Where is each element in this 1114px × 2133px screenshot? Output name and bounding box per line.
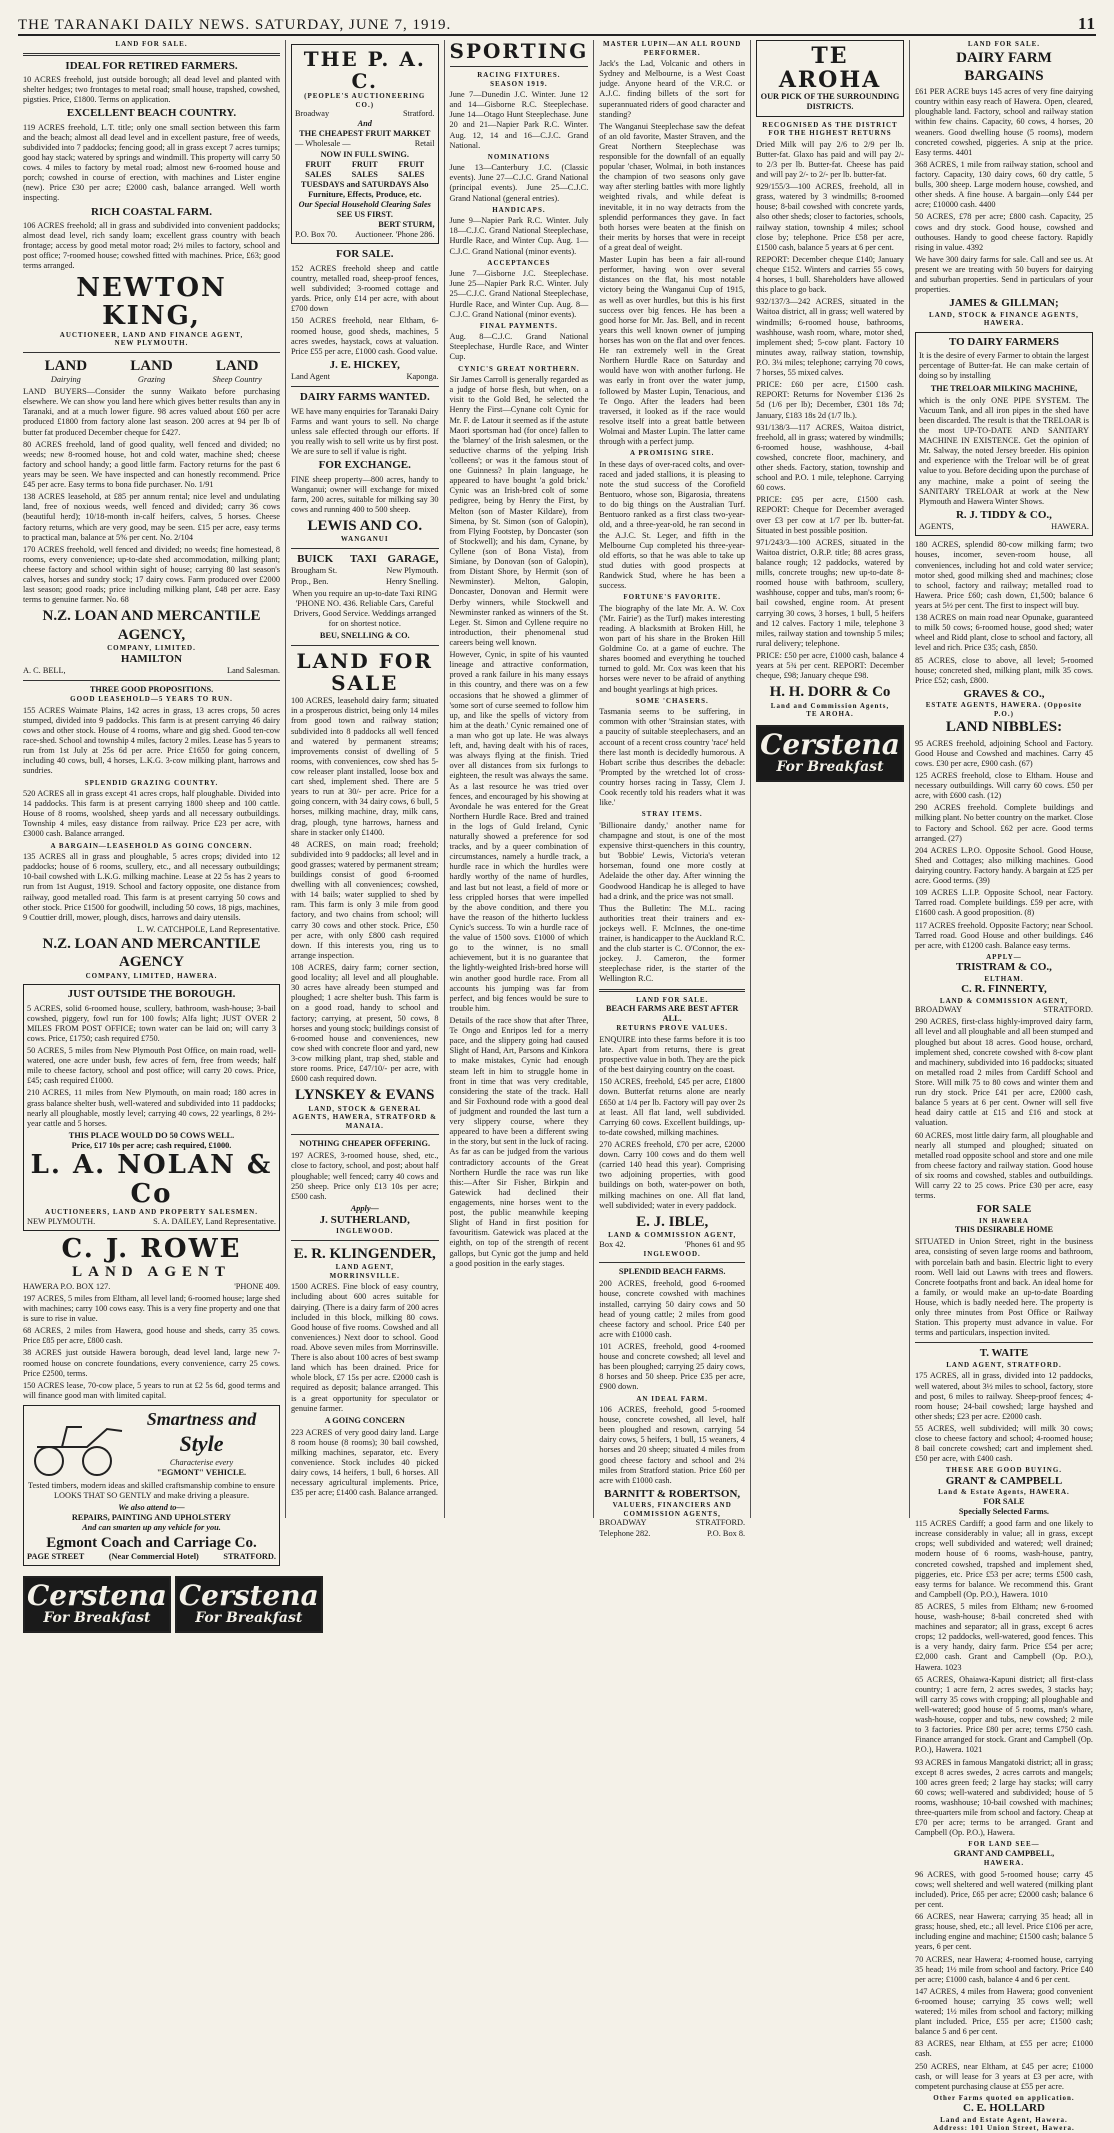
agency-name: C. J. ROWE: [61, 1233, 242, 1264]
agent-name: E. R. KLINGENDER,: [293, 1245, 436, 1262]
fixture-list: Aug. 8—C.J.C. Grand National Steeplechase, Hurdle Race, and Winter Cup.: [449, 332, 589, 362]
article-text: Master Lupin has been a fair all-round performer, having won over several distances on the flat, his most notable victory being the Wanganui Cup of 1915, as well as over hurdles, but this is his first success over big fences. He has been a good horse for Mr. Jas. Bell, and in recent years this well known owner of jumping horses has won on the flat and over fences. He ran extremely well in the Great Northern Hurdle Race on Saturday and would have won with another furlong. He was early in front over the water jump, followed by Master Lupin, Tenacious, and Te Ongo. After the leaders had been traversed, it looked as if the race would resolve itself into a great battle between Wolmai and Master Lupin. The latter came through with a perfect jump.: [599, 255, 746, 447]
agent-name: T. WAITE: [979, 1347, 1029, 1360]
cerstena-ad: Cerstena For Breakfast: [23, 1576, 171, 1633]
listing: 96 ACRES, with good 5-roomed house; carry 45 cows; well sheltered and well watered (milking plant included). Price, £65 per acre; £2000 cash; balance 6 per cent.: [914, 1869, 1093, 1909]
listing: 175 ACRES, all in grass, divided into 12 paddocks, well watered, about 3½ miles to school, factory, store and post, 6 miles to railway. Sheep-proof fences; 4-room house; 24-bail cowshed; large hayshed and other sheds; £23 per acre. £2000 cash.: [914, 1371, 1093, 1421]
fixture-list: June 7—Gisborne J.C. Steeplechase. June 25—Napier Park R.C. Winter. July 25—C.J.C. Grand National Steeplechase, Hurdle Race, and Winter Cup. Aug. 8—C.J.C. Grand National (minor events).: [449, 269, 589, 319]
listing: LAND BUYERS—Consider the sunny Waikato before purchasing elsewhere. We can show you land here which gives better results than any in Taranaki, and at a much lower figure. 98 acres valued about £60 per acre produced £1800 from factory alone last season. 200 acres at 94 per lb of butter fat produced December cheque for £427.: [23, 387, 280, 437]
agent-name: E. J. IBLE,: [636, 1213, 709, 1230]
ad-heading: TO DAIRY FARMERS: [948, 335, 1059, 348]
agency-name: GRAVES & CO.,: [963, 687, 1045, 700]
listing: 115 ACRES Cardiff; a good farm and one likely to increase considerably in value; all in grass, except crops; well subdivided and watered; well drained; modern house of 6 rooms, wash-house, pantry, concreted cowshed, trapshed and implement shed, piggeries, etc. Price £53 per acre; terms £500 cash, easy terms for balance. We recommend this. Grant and Campbell (Op. P.O.), Hawera. 1010: [914, 1519, 1093, 1599]
address-row: HAWERA P.O. BOX 127. 'PHONE 409.: [23, 1281, 280, 1291]
agency-subtitle: COMPANY, LIMITED, HAWERA.: [85, 971, 218, 980]
agency-name: N.Z. LOAN AND MERCANTILE AGENCY,: [42, 608, 261, 643]
ad-heading: RICH COASTAL FARM.: [91, 205, 212, 218]
ad-text: When you require an up-to-date Taxi RING 'PHONE NO. 436. Reliable Cars, Careful Drivers, Good Service. Weddings arranged for on shortest notice.: [292, 588, 438, 628]
agency-name: H. H. DORR & Co: [769, 684, 891, 701]
listing: £61 PER ACRE buys 145 acres of very fine dairying country within easy reach of Hawera. Open, cleared, ploughable land. Factory, school and railway station within few chains. Capacity, 60 cows, 4 horses, 20 weaners. Good dwelling house (5 rooms), modern concreted cowshed, piggeries. A snip at the price. Easy terms. 4401: [914, 87, 1093, 157]
article-text: However, Cynic, in spite of his vaunted lineage and attractive conformation, proved a rank failure in his many essays in this country, and there was on a few occasions that he showed a glimmer of 'some sort of curse seemed to follow him up, and like the spells of victory from him at the death.' Cynic remained one of a man who got up late. He was always left, and, having dealt with his of races, was always flying at the finish. Tried over all distances from six furlongs to eighteen, the result was always the same. As a last resource he was tried over fences, and encouraged by his showing at Avondale he was entered for the Great Northern Hurdle Race. Bred and trained in the logs of Guld Ireland, Cynic naturally showed a preference for sod tracks, and by a queer combination of circumstances, namely a hurdle track, a hurdle race in which the hurdles were hardly worthy of the name of hurdles, and last but not least, a field of more or less crippled horses that were impelled by the above condition, and there you have the reason of the hitherto luckless Cynic's success. To win a hurdle race of the value of 1500 sovs. £1000 of which go to the winner, is no small achievement, but it is no guarantee that the lightly-weighted Irish-bred horse will win another good hurdle race. From all accounts his jumping was far from perfect, and big fences would be sure to trouble him.: [449, 650, 589, 1013]
listing: 200 ACRES, freehold, good 6-roomed house, concrete cowshed with machines installed, carrying 50 dairy cows and 50 head of young cattle; 2 miles from good cheese factory and school. Price £40 per acre with £1000 cash.: [599, 1279, 746, 1339]
ad-subheading: GOOD LEASEHOLD—5 YEARS TO RUN.: [70, 695, 233, 704]
page-number: 11: [1077, 14, 1096, 33]
agency-subtitle: LAND AGENT: [72, 1264, 231, 1281]
agency-name: JAMES & GILLMAN;: [949, 297, 1059, 310]
masthead-title: THE TARANAKI DAILY NEWS. SATURDAY, JUNE 7, 1919.: [18, 17, 452, 33]
listing: 93 ACRES in famous Mangatoki district; all in grass; except 8 acres swedes, 2 acres carrots and mangels; 100 acres green feed; 2 large hay stacks; will carry 60 cows; well-watered and subdivided; house of 5 rooms, washhouse; 10-bail cowshed with machines; three-quarters mile from school and factory. Cheap at £70 per acre; terms to be arranged. Grant and Campbell (Op. P.O.), Hawera.: [914, 1757, 1093, 1838]
ad-text: We have 300 dairy farms for sale. Call and see us. At present we are treating with 50 buyers for dairying and suburban properties. Send in particulars of your properties.: [914, 254, 1093, 295]
listing: 70 ACRES, near Hawera; 4-roomed house, carrying 35 head; 1½ mile from school and factory. Price £40 per acre; £1000 cash, balance 4 and 6 per cent.: [914, 1954, 1093, 1984]
listing: 210 ACRES, 11 miles from New Plymouth, on main road; 180 acres in grass balance shelter bush, well-watered and subdivided into 11 paddocks; nearly all ploughable, mostly level; carrying 40 cows, 22 yearlings, 8 2½-year cattle and 5 horses.: [27, 1088, 276, 1128]
listing: 932/137/3—242 ACRES, situated in the Waitoa district, all in grass; well watered by windmills; 6-roomed house, bathrooms, washhouse, wash room, whare, motor shed, implement shed; 5-cow plant. Factory 10 minutes away, railway station, township, P.O. 3¼ miles; telephone; carrying 70 cows, 7 horses, 55 mixed calves.: [756, 297, 904, 378]
ad-heading: TE AROHA: [778, 43, 882, 94]
listing: 155 ACRES Waimate Plains, 142 acres in grass, 13 acres crops, 50 acres stumped, divided into 9 paddocks. This farm is at present carrying 46 dairy cows and other stock. House of 4 rooms, whare and gig shed. Good ten-cow race-shed. School and township 4 miles, factory 2 miles. Lease has 5 years to run from 1st July at 25s 6d per acre. Price £1650 for going concern, including 40 cows, bull, 4 horses, L.K.G. 3-cow milking plant, harrows and sundries.: [23, 705, 280, 776]
ad-heading: THE P. A. C.: [303, 47, 426, 93]
land-sub-row: Dairying Grazing Sheep Country: [50, 375, 262, 385]
listing: 68 ACRES, 2 miles from Hawera, good house and sheds, carry 35 cows. Price £85 per acre, £800 cash.: [23, 1326, 280, 1346]
agency-place: NEW PLYMOUTH.: [114, 339, 189, 348]
ad-heading: JUST OUTSIDE THE BOROUGH.: [67, 988, 236, 1001]
te-aroha-ad: TE AROHA OUR PICK OF THE SURROUNDING DISTRICTS.: [756, 40, 904, 117]
listing-price: Price, £17 10s per acre; cash required, £1000.: [71, 1140, 232, 1150]
agency-subtitle: COMPANY, LIMITED.: [107, 644, 196, 653]
listing: 66 ACRES, near Hawera; carrying 35 head; all in grass; house, shed, etc.; all level. Price £106 per acre, including engine and machine; £1500 cash; balance 5 years, 6 per cent.: [914, 1912, 1093, 1952]
agency-subtitle: AUCTIONEERS, LAND AND PROPERTY SALESMEN.: [45, 1208, 258, 1217]
agent-name: C. E. HOLLARD: [963, 2102, 1045, 2115]
masthead: [18, 10, 1096, 36]
ad-text: We also attend to—: [118, 1503, 185, 1513]
ad-text: And can smarten up any vehicle for you.: [82, 1523, 221, 1533]
fixture-list: June 9—Napier Park R.C. Winter. July 18—C.J.C. Grand National Steeplechase, Hurdle Race, and Winter Cup. Aug. 1—C.J.C. Grand National (minor events).: [449, 216, 589, 256]
listing: 150 ACRES lease, 70-cow place, 5 years to run at £2 5s 6d, good terms and will finance good man with limited capital.: [23, 1380, 280, 1400]
section-title: SPORTING: [449, 39, 589, 63]
ad-subheading: SPLENDID GRAZING COUNTRY.: [84, 778, 219, 787]
article-text: Tasmania seems to be suffering, in common with other 'Strainsian states, with a paucity of suitable steeplechasers, and an account of a recent cross country 'race' held there last month is decidedly humorous. A Hobart scribe thus describes the debacle: 'Prompted by the wretched lot of cross-country horses racing in Tassy, Clem J. Cook recently told his readers what it was like.': [599, 707, 746, 808]
ad-text: "EGMONT" VEHICLE.: [156, 1468, 247, 1478]
listing: ENQUIRE into these farms before it is too late. Apart from returns, there is great prospective value in both. They are the pick of the best dairying country on the coast.: [599, 1034, 746, 1075]
listing: SITUATED in Union Street, right in the business area, consisting of seven large rooms and bathroom, with porcelain bath and basin. Electric light to every room. Well laid out Lawns with trees and flowers. Concrete footpaths front and back. An ideal home for a family, or would make an up-to-date Boarding House, which is badly needed here. The property is only three minutes from Post Office or Railway Station. This property must advance in value. For terms and particulars, inspection invited.: [914, 1237, 1093, 1338]
article-heading: CYNIC'S GREAT NORTHERN.: [458, 364, 580, 373]
listing: 250 ACRES, near Eltham, at £45 per acre; £1000 cash, or will lease for 3 years at £3 per acre, with competent purchasing clause at £55 per acre.: [914, 2061, 1093, 2091]
company-name: Egmont Coach and Carriage Co.: [46, 1534, 257, 1551]
listing: 204 ACRES L.P.O. Opposite School. Good House, Shed and Cottages; also milking machines. Good dairying country. Factory handy. A bargain at £25 per acre. Good terms. (39): [914, 845, 1093, 886]
listing: 38 ACRES just outside Hawera borough, dead level land, large new 7-roomed house on concrete foundations, every convenience, carry 25 cows. Price £2500, terms.: [23, 1348, 280, 1378]
carriage-icon: [27, 1409, 127, 1479]
listing-report: REPORT: December cheque £140; January cheque £152. Winters and carries 55 cows, 4 horses, 1 bull. Shareholders have allowed this place to go back.: [756, 254, 904, 295]
pac-ad: THE P. A. C. (PEOPLE'S AUCTIONEERING CO.) Broadway Stratford. And THE CHEAPEST FRUIT MARKET — Wholesale — Retail NOW IN FULL SWING. FRUIT SALES FRUIT SALES FRUIT SALES TUESDAYS and SATURDAYS Also Furniture, Effects, Produce, etc. Our Special Household Clearing Sales SEE US FIRST. BERT STURM, P.O. Box 70. Auctioneer. 'Phone 286.: [291, 44, 439, 244]
section-header: LAND FOR SALE.: [636, 995, 709, 1004]
agent-name: C. R. FINNERTY,: [961, 983, 1047, 996]
listing: 100 ACRES, leasehold dairy farm; situated in a prosperous district, being only 14 miles from good town and railway station; subdivided into 8 paddocks all well fenced and watered by permanent streams; improvements consist of dwelling of 5 rooms, with conveniences, cow shed has 5-cow releaser plant installed, loose box and cart shed, implement shed. There are 5 years to run at 30/- per acre. Price for a going concern, with 34 dairy cows, 6 bull, 5 horses, milking machine, dray, milk cans, drag, plough, tyne harrows, harness and share in stacker only £1400.: [291, 696, 439, 837]
article-heading: A PROMISING SIRE.: [629, 449, 715, 458]
listing: 170 ACRES freehold, well fenced and divided; no weeds; fine homestead, 8 rooms, every convenience; up-to-date shed accommodation, milking plant; cheese factory and school within sight of house; carrying 80 last season's calves, horses and sundry stock; 17 dairy cows. Farm produced over £2000 last season; good roads; price including milking plant, £48 per acre. Easy terms to genuine farmer. No. 68: [23, 544, 280, 605]
listing: 109 ACRES L.I.P. Opposite School, near Factory. Tarred road. Complete buildings. £59 per acre, with £1600 cash. A good proposition. (8): [914, 888, 1093, 918]
ad-subheading: (PEOPLE'S AUCTIONEERING CO.): [304, 92, 426, 109]
taxi-heading: BUICK TAXI GARAGE,: [297, 553, 439, 566]
agency-name: BARNITT & ROBERTSON,: [604, 1487, 741, 1500]
agency-name: LYNSKEY & EVANS: [295, 1087, 435, 1104]
ad-heading: NOTHING CHEAPER OFFERING.: [299, 1139, 431, 1149]
column-3: SPORTING RACING FIXTURES. SEASON 1919. June 7—Dunedin J.C. Winter. June 12 and 14—Gisborne R.C. Steeplechase. June 14—Otago Hunt Steeplechase. June 20 and 21—Napier Park R.C. Winter. Aug. 12, 14 and 16—C.J.C. Grand National. NOMINATIONS June 13—Canterbury J.C. (Classic events). June 27—C.J.C. Grand National (principal events). June 25—C.J.C. Grand National (general entries). HANDICAPS. June 9—Napier Park R.C. Winter. July 18—C.J.C. Grand National Steeplechase, Hurdle Race, and Winter Cup. Aug. 1—C.J.C. Grand National (minor events). ACCEPTANCES June 7—Gisborne J.C. Steeplechase. June 25—Napier Park R.C. Winter. July 25—C.J.C. Grand National Steeplechase, Hurdle Race, and Winter Cup. Aug. 8—C.J.C. Grand National (minor events). FINAL PAYMENTS. Aug. 8—C.J.C. Grand National Steeplechase, Hurdle Race, and Winter Cup. CYNIC'S GREAT NORTHERN. Sir James Carroll is generally regarded as a judge of horse flesh, but when, on a visit to the Gold Bed, he selected the Henry the First—Cynane colt Cynic for Mr. F. de Latour it seemed as if the astute Maori sportsman had (for once) fallen to the 'blarney' of the Irish salesmen, or the seductive charms of the yelping Irish 'colleens'; or was it the famous stout of one Guinness? In plain language, he appeared to have bought 'a gold brick.' Cynic was an Irish-bred colt of some pedigree, being by Henry the First, by Melton (son of Master Kildare), from Simena, by St. Simon (son of Galopin), from Flying Footstep, by Doncaster (son of Stockwell); and his dam, Cynane, by Cyllene (son of Bona Vista), from Simiane, by Donovan (son of Galopin), from Distant Shore, by Hermit (son of Newminster). Melton, Galopin, Doncaster, Donovan and Hermit were Derby winners, while Stockwell and Newminster ranked as winners of the St. Leger. St. Simon and Cyllene require no introduction, their phenomenal stud careers being well known. However, Cynic, in spite of his vaunted lineage and attractive conformation, proved a rank failure in his many essays in this country, and there was on a few occasions that he showed a glimmer of 'some sort of curse seemed to follow him up, and like the spells of victory from him at the death.' Cynic remained one of a man who got up late. He was always left, and, having dealt with his of races, was always flying at the finish. Tried over all distances from six furlongs to eighteen, the result was always the same. As a last resource he was tried over fences, and encouraged by his showing at Avondale he was entered for the Great Northern Hurdle Race. Bred and trained in the logs of Guld Ireland, Cynic naturally showed a preference for sod tracks, and by a queer combination of circumstances, namely a hurdle track, a hurdle race in which the hurdles were hardly worthy of the name of hurdles, and last but not least, a field of more or less crippled horses that were impelled by the above condition, and there you have the reason of the hitherto luckless Cynic's success. To win a hurdle race of the value of 1500 sovs. £1000 of which go to the winner, is no small achievement, but it is no guarantee that the lightly-weighted Irish-bred horse will win another good hurdle race. From all accounts his jumping was far from perfect, and big fences would be sure to trouble him. Details of the race show that after Three, Te Ongo and Enripos led for a merry pace, and the slippery going had caused Slight of Hand, Art, Parsons and Kinkora to make mistakes, Cynic had enough steam left in him to struggle home in front in time that was very creditable, considering the state of the track. Hall and Sir Foxhound rode with a good deal of judgment and rounded the last turn a very slippery course, where they appeared to have been a different swing in the story, but sent in the luck of racing. As far as can be judged from the various contradictory accounts of the Great Northern Hurdle the race was run like this:—After Sir Fisher, Birkpin and Gatewick had declined their engagements, nine horses went to the post, the public meanwhile keeping Slight of Hand in first position for favouritism. Gatewick was placed at the eighth, on top of the strength of recent gallops, but Cynic got the jump and held a good position in the early stages.: [445, 40, 595, 1518]
listing: 138 ACRES on main road near Opunake, guaranteed to milk 50 cows; 6-roomed house, good shed; water wheel and Ridd plant, close to school and factory, all level and rich. Price £35; cash, £850.: [914, 613, 1093, 653]
agency-name: NEWTON KING,: [76, 272, 227, 332]
listing: 108 ACRES, dairy farm; corner section, good locality; all level and all ploughable. 30 acres have already been stumped and ploughed; 1 acre shelter bush. This farm is on a good road, handy to school and factory; carrying, at present, 50 cows, 8 horses and young stock; buildings consist of 6-roomed house and conveniences, new cow shed with concrete floor and yard, new 3-cow milking plant, trap shed, stable and store rooms. Price, £47/10/- per acre, with £600 cash required down.: [291, 963, 439, 1084]
listing: WE have many enquiries for Taranaki Dairy Farms and want yours to sell. No charge unless sale effected through our efforts. If you really wish to sell write us by first post. We are sure to sell if value is right.: [291, 406, 439, 457]
article-heading: FORTUNE'S FAVORITE.: [623, 593, 722, 602]
column-6: LAND FOR SALE. DAIRY FARM BARGAINS £61 PER ACRE buys 145 acres of very fine dairying country within easy reach of Hawera. Open, cleared, ploughable land. Factory, school and railway station within few chains. Capacity, 60 cows, 4 horses, 20 weaners. Good dwelling house (5 rooms), modern concreted cowshed, piggeries. A snip at the price. Easy terms. 4401 368 ACRES, 1 mile from railway station, school and factory. Capacity, 130 dairy cows, 60 dry cattle, 5 bulls, 300 sheep. Large modern house, cowshed, and other sheds. A fine house. A bargain—only £44 per acre; £10000 cash. 4400 50 ACRES, £78 per acre; £800 cash. Capacity, 25 cows and dry stock. Good house, cowshed and outhouses. Handy to good cheese factory. Rapidly rising in value. 4392 We have 300 dairy farms for sale. Call and see us. At present we are treating with 50 buyers for dairying and suburban properties. Send in particulars of your properties. JAMES & GILLMAN; LAND, STOCK & FINANCE AGENTS, HAWERA. TO DAIRY FARMERS It is the desire of every Farmer to obtain the largest percentage of Butter-fat. He can make certain of doing so by installing THE TRELOAR MILKING MACHINE, which is the only ONE PIPE SYSTEM. The Vacuum Tank, and all iron pipes in the shed have been discarded. The result is that the TRELOAR is the most UP-TO-DATE AND SANITARY MACHINE IN EXISTENCE. Get the opinion of Mr. Salway, the noted Jersey breeder. His opinion and experience with the Treloar will be of great value to you. Before deciding upon the purchase of any machine, make a point of seeing the SANITARY TRELOAR at work at the New Plymouth and Hawera Winter Shows. R. J. TIDDY & CO., AGENTS, HAWERA. 180 ACRES, splendid 80-cow milking farm; two houses, incomer, seven-room house, all conveniences, including hot and cold water service; motor shed, good milking shed and machines; close to school, factory and railway; metalled road to Hawera. Price £60; cash down, £1,500; balance 6 years at 5½ per cent. The first to inspect will buy. 138 ACRES on main road near Opunake, guaranteed to milk 50 cows; 6-roomed house, good shed; water wheel and Ridd plant, close to school and factory, all level and rich. Price £35; cash, £850. 85 ACRES, close to above, all level; 5-roomed house; concreted shed, milking plant, milk 35 cows. Price £52; cash, £800. GRAVES & CO., ESTATE AGENTS, HAWERA. (Opposite P.O.) LAND NIBBLES: 95 ACRES freehold, adjoining School and Factory. Good House and Cowshed and machines. Carry 45 cows. £30 per acre, £900 cash. (67) 125 ACRES freehold, close to Eltham. House and necessary outbuildings. Will carry 60 cows. £50 per acre, with £600 cash. (12) 290 ACRES freehold. Complete buildings and milking plant. No better country on the market. Close to Factory and School. £62 per acre. Good terms arranged. (27) 204 ACRES L.P.O. Opposite School. Good House, Shed and Cottages; also milking machines. Good dairying country. Factory handy. A bargain at £25 per acre. Good terms. (39) 109 ACRES L.I.P. Opposite School, near Factory. Tarred road. Complete buildings. £59 per acre, with £1600 cash. A good proposition. (8) 117 ACRES freehold. Opposite Factory; near School. Tarred road. Good House and other buildings. £46 per acre, with £1200 cash. Balance easy terms. APPLY— TRISTRAM & CO., ELTHAM. C. R. FINNERTY, LAND & COMMISSION AGENT, BROADWAY STRATFORD. 290 ACRES, first-class highly-improved dairy farm, all level and all ploughable and all been stumped and ploughed but about 18 acres. Good house, orchard, implement shed, concrete cowshed with 8-cow plant and machinery, subdivided into 16 paddocks; situated on metalled road 2 miles from Cardiff School and Store. Will milk 75 to 80 cows and winter them and run dry stock. Price £41 per acre, £2000 cash, balance 5 years at 6 per cent. Owner will sell five head dairy cattle at £15 and £16 and stock at valuation. 60 ACRES, most little dairy farm, all ploughable and nearly all stumped and ploughed; situated on metalled road opposite school and store and one mile from cheese factory and railway station. Good house of six rooms and cowshed, stables and outbuildings. Will carry 22 to 25 cows. Price £30 per acre, easy terms. FOR SALE IN HAWERA THIS DESIRABLE HOME SITUATED in Union Street, right in the business area, consisting of seven large rooms and bathroom, with porcelain bath and basin. Electric light to every room. Well laid out Lawns with trees and flowers. Concrete footpaths front and back. An ideal home for a family, or would make an up-to-date Boarding House, which is badly needed here. The property is only three minutes from Post Office or Railway Station. This property must advance in value. For terms and particulars, inspection invited. T. WAITE LAND AGENT, STRATFORD. 175 ACRES, all in grass, divided into 12 paddocks, well watered, about 3½ miles to school, factory, store and post, 6 miles to railway. Sheep-proof fences; 4-room house; 24-bail cowshed; large hayshed and other sheds; £23 per acre. £2000 cash. 55 ACRES, well subdivided; will milk 30 cows; close to cheese factory and school; 4-roomed house; 8 bail concrete cowshed; cart and implement shed. £50 per acre, with £400 cash. THESE ARE GOOD BUYING. GRANT & CAMPBELL Land & Estate Agents, HAWERA. FOR SALE Specially Selected Farms. 115 ACRES Cardiff; a good farm and one likely to increase considerably in value; all in grass, except crops; well subdivided and watered; well drained; modern house of 6 rooms, wash-house, pantry, concreted cowshed, trapshed and implement shed, piggeries, etc. Price £53 per acre; terms £500 cash, easy terms for balance. We recommend this. Grant and Campbell (Op. P.O.), Hawera. 1010 85 ACRES, 5 miles from Eltham; new 6-roomed house, wash-house; 8-bail concreted shed with machines and separator; all in grass, except 6 acres crops; 12 paddocks, well-watered, good fences. This is a very handy, dairy farm. Price £54 per acre; £2,000 cash. Grant and Campbell (Op. P.O.), Hawera. 1023 65 ACRES, Ohaiawa-Kapuni district; all first-class country; 1 acre fern, 2 acres swedes, 3 stacks hay; will carry 35 cows with cropping; all ploughable and well-watered; good house of 5 rooms, man's whare, wash-house, copper and tubs, new cowshed; 2 mile to 3 factories. Price £80 per acre; terms £750 cash. Finance arranged for stock. Grant and Campbell (Op. P.O.), Hawera. 1021 93 ACRES in famous Mangatoki district; all in grass; except 8 acres swedes, 2 acres carrots and mangels; 100 acres green feed; 2 large hay stacks; will carry 60 cows; well-watered and subdivided; house of 5 rooms, washhouse; 10-bail cowshed with machines; three-quarters mile from school and factory. Cheap at £70 per acre; terms to be arranged. Grant and Campbell (Op. P.O.), Hawera. FOR LAND SEE— GRANT AND CAMPBELL, HAWERA. 96 ACRES, with good 5-roomed house; carry 45 cows; well sheltered and well watered (milking plant included). Price, £65 per acre; £2000 cash; balance 6 per cent. 66 ACRES, near Hawera; carrying 35 head; all in grass; house, shed, etc.; all level. Price £106 per acre, including engine and machine; £1500 cash; balance 5 years, 6 per cent. 70 ACRES, near Hawera; 4-roomed house, carrying 35 head; 1½ mile from school and factory. Price £40 per acre; £1000 cash, balance 4 and 6 per cent. 147 ACRES, 4 miles from Hawera; good convenient 6-roomed house; carrying 35 cows well; well watered; 1½ miles from school and factory; milking plant included. Price, £55 per acre; £1500 cash; balance 5 and 6 per cent. 83 ACRES, near Eltham, at £55 per acre; £1000 cash. 250 ACRES, near Eltham, at £45 per acre; £1000 cash, or will lease for 3 years at £3 per acre, with competent purchasing clause at £55 per acre. Other Farms quoted on application. C. E. HOLLARD Land and Estate Agent, Hawera. Address: 101 Union Street, Hawera.: [914, 40, 1093, 2133]
listing: 931/138/3—117 ACRES, Waitoa district, freehold, all in grass; watered by windmills; 6-roomed house, washhouse, 4-bail cowshed, concrete floor, machinery, and other sheds. Factory, station, township and school and P.O. 1 mile, telephone. Carrying 60 cows.: [756, 422, 904, 493]
article-text: In these days of over-raced colts, and over-raced and jaded stallions, it is pleasing to note the stud success of the Corofield Bentuoro, whose son, Bigarosia, threatens to do big things on the Australian Turf. Bentuoro ranked as a first class two-year-old, and a three-year-old, he ran second in the A.J.C. St. Leger, and fifth in the Melbourne Cup completed his three-year-old efforts, so that he was able to take up stud duties with good prospects at Randwick Stud, where he has been a success.: [599, 459, 746, 591]
listing: 10 ACRES freehold, just outside borough; all dead level and planted with shelter hedges; two frontages to metal road; small house, trapshed, cowshed, pigsties. Price, £1800. Terms on application.: [23, 74, 280, 105]
listing: 85 ACRES, 5 miles from Eltham; new 6-roomed house, wash-house; 8-bail concreted shed with machines and separator; all in grass, except 6 acres crops; 12 paddocks, well-watered, good fences. This is a very handy, dairy farm. Price £54 per acre; £2,000 cash. Grant and Campbell (Op. P.O.), Hawera. 1023: [914, 1601, 1093, 1672]
column-2: THE P. A. C. (PEOPLE'S AUCTIONEERING CO.) Broadway Stratford. And THE CHEAPEST FRUIT MARKET — Wholesale — Retail NOW IN FULL SWING. FRUIT SALES FRUIT SALES FRUIT SALES TUESDAYS and SATURDAYS Also Furniture, Effects, Produce, etc. Our Special Household Clearing Sales SEE US FIRST. BERT STURM, P.O. Box 70. Auctioneer. 'Phone 286. FOR SALE. 152 ACRES freehold sheep and cattle country, metalled road, sheep-proof fences, well subdivided; 3-roomed cottage and yards. Price, only £14 per acre, with about £700 down 150 ACRES freehold, near Eltham, 6-roomed house, good sheds, machines, 5 acres swedes, haystack, cows at valuation. Price £55 per acre, £1000 cash. Good value. J. E. HICKEY, Land Agent Kaponga. DAIRY FARMS WANTED. WE have many enquiries for Taranaki Dairy Farms and want yours to sell. No charge unless sale effected through our efforts. If you really wish to sell write us by first post. We are sure to sell if value is right. FOR EXCHANGE. FINE sheep property—800 acres, handy to Wanganui; owner will exchange for mixed farm, 200 acres, suitable for milking say 30 cows and running 400 to 500 sheep. LEWIS AND CO. WANGANUI BUICK TAXI GARAGE, Brougham St. New Plymouth. Prop., Ben. Henry Snelling. When you require an up-to-date Taxi RING 'PHONE NO. 436. Reliable Cars, Careful Drivers, Good Service. Weddings arranged for on shortest notice. BEU, SNELLING & CO. LAND FOR SALE 100 ACRES, leasehold dairy farm; situated in a prosperous district, being only 14 miles from good town and railway station; subdivided into 8 paddocks all well fenced and watered by permanent streams; improvements consist of dwelling of 5 rooms, with conveniences, cow shed has 5-cow releaser plant installed, loose box and cart shed, implement shed. There are 5 years to run at 30/- per acre. Price for a going concern, with 34 dairy cows, 6 bull, 5 horses, milking machine, dray, milk cans, drag, plough, tyne harrows, harness and share in stacker only £1400. 48 ACRES, on main road; freehold; subdivided into 9 paddocks; all level and in good grasses; watered by permanent stream; buildings consist of good 6-roomed dwelling with all conveniences; cowshed, with 14 bails; water supplied to shed by ram. This farm is only 3 mile from good factory, and two chains from school; will carry 30 cows and other stock. Price, £50 per acre, with only £800 cash required down. If this interests you, ring us to arrange inspection. 108 ACRES, dairy farm; corner section, good locality; all level and all ploughable. 30 acres have already been stumped and ploughed; 1 acre shelter bush. This farm is on a good road, handy to school and factory; carrying, at present, 50 cows, 8 horses and young stock; buildings consist of 6-roomed house and conveniences, new cow shed with concrete floor and yard, new 3-cow milking plant, trap shed, stable and store rooms. Price, £47/10/- per acre, with £600 cash required down. LYNSKEY & EVANS LAND, STOCK & GENERAL AGENTS, HAWERA, STRATFORD & MANAIA. NOTHING CHEAPER OFFERING. 197 ACRES, 3-roomed house, shed, etc., close to factory, school, and post; about half ploughable; well fenced; carry 40 cows and 250 sheep. Price only £13 10s per acre; £500 cash. Apply— J. SUTHERLAND, INGLEWOOD. E. R. KLINGENDER, LAND AGENT, MORRINSVILLE. 1500 ACRES. Fine block of easy country, including about 600 acres suitable for dairying. (There is a dairy farm of 200 acres included in this block, milking 80 cows. Good house of five rooms. Cowshed and all conveniences.) Next door to school. Good road. Above seven miles from Morrinsville. There is also about 100 acres of best swamp land which has been drained. Price for whole block, £7 15s per acre. £2000 cash is required as deposit; balance arranged. This is a great opportunity for speculator or genuine farmer. A GOING CONCERN 223 ACRES of very good dairy land. Large 8 room house (8 rooms); 30 bail cowshed, milking machines, separator, etc. Every convenience. Stock includes 40 picked dairy cows, 14 heifers, 1 bull, 6 horses. All necessary agricultural implements. Price, £35 per acre; £1400 cash. Balance arranged.: [286, 40, 445, 1518]
listing: 971/243/3—100 ACRES, situated in the Waitoa district, O.R.P. title; 88 acres grass, balance rough; 12 paddocks, watered by mills, concrete troughs; new up-to-date 8-roomed house with bathroom, scullery, washhouse, copper and tubs, man's room; 6-bail cowshed, engine room. At present carrying 30 cows, 3 horses, 1 bull, 5 heifers and 12 calves. Factory 1 mile, telephone 3 miles, railway station and township 5 miles; rural delivery; telephone.: [756, 537, 904, 648]
agency-name: R. J. TIDDY & CO.,: [955, 508, 1052, 521]
listing: 60 ACRES, most little dairy farm, all ploughable and nearly all stumped and ploughed; situated on metalled road opposite school and store and one mile from cheese factory and railway station. Good house of six rooms and cowshed, stables and outbuildings. Will carry 22 to 25 cows. Price £30 per acre, easy terms.: [914, 1130, 1093, 1201]
ad-heading: THE CHEAPEST FRUIT MARKET: [299, 129, 431, 139]
listing: 197 ACRES, 5 miles from Eltham, all level land; 6-roomed house; large shed with machines; carry 100 cows easy. This is a very fine property and one that is sure to rise in value.: [23, 1293, 280, 1324]
agency-name: LEWIS AND CO.: [307, 518, 423, 535]
ad-subheading: A BARGAIN—LEASEHOLD AS GOING CONCERN.: [50, 841, 253, 850]
listing: 106 ACRES, freehold, good 5-roomed house, concrete cowshed, all level, half been ploughed and resown, carrying 54 dairy cows, 5 heifers, 1 bull, 15 weaners, 4 horses and 20 sheep; situated 4 miles from good cheese factory and school and 2¼ miles from Stratford station. Price £60 per acre with £1000 cash.: [599, 1405, 746, 1485]
listing: 55 ACRES, well subdivided; will milk 30 cows; close to cheese factory and school; 4-roomed house; 8 bail concrete cowshed; cart and implement shed. £50 per acre, with £400 cash.: [914, 1423, 1093, 1464]
ad-heading: LAND FOR SALE: [296, 649, 433, 696]
ad-heading: FOR SALE.: [336, 248, 394, 261]
listing: 83 ACRES, near Eltham, at £55 per acre; £1000 cash.: [914, 2039, 1093, 2059]
listing: 290 ACRES freehold. Complete buildings and milking plant. No better country on the market. Close to Factory and School. £62 per acre. Good terms arranged. (27): [914, 803, 1093, 843]
article-text: 'Billionaire dandy,' another name for champagne and stout, is one of the most expensive thirst-quenchers in this country, but 'Bobbie' Lewis, Victoria's veteran horseman, found one more costly at Adelaide the other day. After winning the Goodwood Handicap he is alleged to have had a drink, and the price was not small.: [599, 820, 746, 901]
column-4: MASTER LUPIN—AN ALL ROUND PERFORMER. Jack's the Lad, Volcanic and others in Sydney and Melbourne, is a West Coast judge. Anyone heard of the V.R.C. or A.J.C. finding billets of the sort for superannuated riders of good character and standing? The Wanganui Steeplechase saw the defeat of an old favorite, Master Straven, and the Great Northern Steeplechase was responsible for the downfall of an equally popular 'chaser, Wolmai, in both instances the champion of two seasons only gave way after sterling battles with more lightly weighted rivals, and while defeat is inevitable, it in no way detracts from the splendid performances they gave. In fact both horses were beaten at the finish on their merits by horses that were in receipt of a great deal of weight. Master Lupin has been a fair all-round performer, having won over several distances on the flat, his most notable victory being the Wanganui Cup of 1915, as well as over hurdles, but this is his first success over big fences. He has been a good horse for Mr. Jas. Bell, and in recent years this well known owner of jumping horses has won on the flat and over fences. He ran extremely well in the Great Northern Hurdle Race on Saturday and would have won with another furlong. He was early in front over the water jump, followed by Master Lupin, Tenacious, and Te Ongo. After the leaders had been traversed, it looked as if the race would resolve itself into a great battle between Wolmai and Master Lupin. The latter came through with a perfect jump. A PROMISING SIRE. In these days of over-raced colts, and over-raced and jaded stallions, it is pleasing to note the stud success of the Corofield Bentuoro, whose son, Bigarosia, threatens to do big things on the Australian Turf. Bentuoro ranked as a first class two-year-old, and a three-year-old, he ran second in the A.J.C. St. Leger, and fifth in the Melbourne Cup completed his three-year-old efforts, so that he was able to take up stud duties with good prospects at Randwick Stud, where he has been a success. FORTUNE'S FAVORITE. The biography of the late Mr. A. W. Cox ('Mr. Fairie') as the Turf) makes interesting reading. A blacksmith at Broken Hill, he won part of his share in the Broken Hill Goldmine Co. at a game of euchre. The shares boomed and everything he touched turned to gold. Mr. Cox was keen that his horses were never to be afraid of anything and bought yearlings at high prices. SOME 'CHASERS. Tasmania seems to be suffering, in common with other 'Strainsian states, with a paucity of suitable steeplechasers, and an account of a recent cross country 'race' held there last month is decidedly humorous. A Hobart scribe thus describes the debacle: 'Prompted by the wretched lot of cross-country horses racing in Tassy, Clem J. Cook recently told his readers what it was like.' STRAY ITEMS. 'Billionaire dandy,' another name for champagne and stout, is one of the most expensive thirst-quenchers in this country, but 'Bobbie' Lewis, Victoria's veteran horseman, found one more costly at Adelaide the other day. After winning the Goodwood Handicap he is alleged to have had a drink, and the price was not small. Thus the Bulletin: The M.L. racing authorities treat their trainers and ex-jockeys well. F. McInnes, the one-time trainer, is handicapper to the Auckland R.C. and the club starter is C. O'Connor, the ex-jockey. J. Cameron, the former steeplechase rider, is the starter of the Wellington R.C. LAND FOR SALE. BEACH FARMS ARE BEST AFTER ALL. RETURNS PROVE VALUES. ENQUIRE into these farms before it is too late. Apart from returns, there is great prospective value in both. They are the pick of the best dairying country on the coast. 150 ACRES, freehold, £45 per acre, £1800 down. Butterfat returns alone are nearly £650 at 1/4 per lb. Factory will pay over 2s at least. All flat land, well subdivided. Carrying 60 cows. Excellent buildings, up-to-date cowshed, milking machines. 270 ACRES freehold, £70 per acre, £2000 down. Carry 100 cows and do them well (carried 140 head this year). Comprising two adjoining properties, with good buildings on both, water-power on both, milking machines on one. All flat land, well subdivided; water in every paddock. E. J. IBLE, LAND & COMMISSION AGENT, Box 42. 'Phones 61 and 95 INGLEWOOD. SPLENDID BEACH FARMS. 200 ACRES, freehold, good 6-roomed house, concrete cowshed with machines installed, carrying 50 dairy cows and 50 head of young cattle; 2 miles from good cheese factory and school. Price £40 per acre with £1000 cash. 101 ACRES, freehold, good 4-roomed house and concrete cowshed; all level and has been ploughed; carrying 25 dairy cows, 8 horses and 50 sheep. Price £35 per acre, £900 down. AN IDEAL FARM. 106 ACRES, freehold, good 5-roomed house, concrete cowshed, all level, half been ploughed and resown, carrying 54 dairy cows, 5 heifers, 1 bull, 15 weaners, 4 horses and 20 sheep; situated 4 miles from good cheese factory and school and 2¼ miles from Stratford station. Price £60 per acre with £1000 cash. BARNITT & ROBERTSON, VALUERS, FINANCIERS AND COMMISSION AGENTS, BROADWAY STRATFORD. Telephone 282. P.O. Box 8.: [594, 40, 751, 1518]
listing: 119 ACRES freehold, L.T. title; only one small section between this farm and the beach; almost all dead level and in excellent pasture, free of weeds, subdivided into 7 paddocks; fencing good; all in grass except 7 acres turnips; good hay stack; watered by springs and windmill. This property will carry 50 cows. 4 miles to factory by metal road; almost new 6-roomed house and porch; cowshed in course of erection, with machines and Lister engine (new). Price £30 per acre; £2000 cash, balance arranged. Well worth inspecting.: [23, 122, 280, 203]
agency-name: GRANT & CAMPBELL: [945, 1474, 1063, 1487]
ad-heading: Smartness and: [146, 1409, 257, 1430]
fixture-list: June 13—Canterbury J.C. (Classic events). June 27—C.J.C. Grand National (principal events). June 25—C.J.C. Grand National (general entries).: [449, 163, 589, 203]
ad-heading: DAIRY FARM BARGAINS: [956, 49, 1052, 84]
article-heading: STRAY ITEMS.: [641, 810, 703, 819]
listing: 368 ACRES, 1 mile from railway station, school and factory. Capacity, 130 dairy cows, 60 dry cattle, 5 bulls, 300 sheep. Large modern house, cowshed, and other sheds. A fine house. A bargain—only £44 per acre; £10000 cash. 4400: [914, 159, 1093, 210]
ad-heading: FOR SALE: [976, 1203, 1032, 1216]
listing: 101 ACRES, freehold, good 4-roomed house and concrete cowshed; all level and has been ploughed; carrying 25 dairy cows, 8 horses and 50 sheep. Price £35 per acre, £900 down.: [599, 1341, 746, 1392]
section-header: LAND FOR SALE.: [115, 40, 188, 48]
ad-heading: A GOING CONCERN: [324, 1415, 405, 1425]
listing: 1500 ACRES. Fine block of easy country, including about 600 acres suitable for dairying. (There is a dairy farm of 200 acres included in this block, milking 80 cows. Good house of five rooms. Cowshed and all conveniences.) Next door to school. Good road. Above seven miles from Morrinsville. There is also about 100 acres of best swamp land which has been drained. Price for whole block, £7 15s per acre. £2000 cash is required as deposit; balance arranged. This is a great opportunity for speculator or genuine farmer.: [291, 1282, 439, 1413]
listing: 117 ACRES freehold. Opposite Factory; near School. Tarred road. Good House and other buildings. £46 per acre, with £1200 cash. Balance easy terms.: [914, 920, 1093, 950]
article-text: Sir James Carroll is generally regarded as a judge of horse flesh, but when, on a visit to the Gold Bed, he selected the Henry the First—Cynane colt Cynic for Mr. F. de Latour it seemed as if the astute Maori sportsman had (for once) fallen to the 'blarney' of the Irish salesmen, or the seductive charms of the yelping Irish 'colleens'; or was it the famous stout of one Guinness? In plain language, he appeared to have bought 'a gold brick.' Cynic was an Irish-bred colt of some pedigree, being by Henry the First, by Melton (son of Master Kildare), from Simena, by St. Simon (son of Galopin), from Flying Footstep, by Doncaster (son of Stockwell); and his dam, Cynane, by Cyllene (son of Bona Vista), from Simiane, by Donovan (son of Galopin), from Distant Shore, by Hermit (son of Newminster). Melton, Galopin, Doncaster, Donovan and Hermit were Derby winners, while Stockwell and Newminster ranked as winners of the St. Leger. St. Simon and Cyllene require no introduction, their phenomenal stud careers being well known.: [449, 375, 589, 647]
listing-report: PRICE: £95 per acre, £1500 cash. REPORT: Cheque for December averaged over £3 per cow at 1/7 per lb. butter-fat. Situated in best possible position.: [756, 495, 904, 535]
listing: 135 ACRES all in grass and ploughable, 5 acres crops; divided into 12 paddocks; house of 6 rooms, scullery, etc., and all necessary outbuildings; 10-bail cowshed with L.K.G. milking machine. Lease at 22 5s has 2 years to run from 1st August, 1919. School and factory opposite, one distance from railway, good metalled road. This farm is at present carrying 50 cows and other stock. Price £1500 for goodwill, including 50 cows, 18 pigs, machines, 9 Couttier drill, mower, plough, discs, harrows and dairy utensils.: [23, 852, 280, 922]
article-text: The biography of the late Mr. A. W. Cox ('Mr. Fairie') as the Turf) makes interesting reading. A blacksmith at Broken Hill, he won part of his share in the Broken Hill Goldmine Co. at a game of euchre. The shares boomed and everything he touched turned to gold. Mr. Cox was keen that his horses were never to be afraid of anything and bought yearlings at high prices.: [599, 603, 746, 694]
listing: 50 ACRES, 5 miles from New Plymouth Post Office, on main road, well-watered, one acre under bush, few acres of fern, free from weeds; half mile to cheese factory, school and post office; will carry 20 cows. Price, £45; cash required £1000.: [27, 1045, 276, 1086]
agency-place: HAMILTON: [120, 652, 183, 665]
signature-row: NEW PLYMOUTH. S. A. DAILEY, Land Representative.: [27, 1216, 276, 1226]
listing-report: PRICE: £50 per acre, £1000 cash, balance 4 years at 5¾ per cent. REPORT: December cheque, £98; January cheque £98.: [756, 651, 904, 681]
listing-report: PRICE: £60 per acre, £1500 cash. REPORT: Returns for November £136 2s 5d (1/6 per lb); December, £301 18s 7d; January, £183 18s 2d (1/7 lb.).: [756, 380, 904, 420]
agency-name: TRISTRAM & CO.,: [955, 961, 1052, 974]
agency-name: L. A. NOLAN & Co: [30, 1150, 273, 1209]
cerstena-ads: [23, 1570, 319, 1633]
article-text: Thus the Bulletin: The M.L. racing authorities treat their trainers and ex-jockeys well. F. McInnes, the one-time trainer, is handicapper to the Auckland R.C. and the club starter is C. O'Connor, the ex-jockey. J. Cameron, the former steeplechase rider, is the starter of the Wellington R.C.: [599, 903, 746, 984]
agency-subtitle: AUCTIONEER, LAND AND FINANCE AGENT,: [59, 330, 244, 339]
section-header: LAND FOR SALE.: [967, 40, 1041, 48]
listing: 147 ACRES, 4 miles from Hawera; good convenient 6-roomed house; carrying 35 cows well; well watered; 1½ miles from school and factory; milking plant included. Price, £55 per acre; £1500 cash; balance 5 and 6 per cent.: [914, 1986, 1093, 2037]
ad-heading: DAIRY FARMS WANTED.: [299, 391, 430, 404]
land-row: LAND LAND LAND: [44, 357, 259, 374]
ad-highlight: THIS PLACE WOULD DO 50 COWS WELL.: [68, 1130, 235, 1140]
ad-heading: EXCELLENT BEACH COUNTRY.: [66, 107, 237, 120]
listing: 150 ACRES, freehold, £45 per acre, £1800 down. Butterfat returns alone are nearly £650 at 1/4 per lb. Factory will pay over 2s at least. All flat land, well subdivided. Carrying 60 cows. Excellent buildings, up-to-date cowshed, milking machines.: [599, 1077, 746, 1137]
listing: 290 ACRES, first-class highly-improved dairy farm, all level and all ploughable and all been stumped and ploughed but about 18 acres. Good house, orchard, implement shed, concrete cowshed with 8-cow plant and machinery, subdivided into 16 paddocks; situated on metalled road 2 miles from Cardiff School and Store. Will milk 75 to 80 cows and winter them and run dry stock. Price £41 per acre, £2000 cash, balance 5 years at 6 per cent. Owner will sell five head dairy cattle at £15 and £16 and stock at valuation.: [914, 1017, 1093, 1128]
column-5: TE AROHA OUR PICK OF THE SURROUNDING DISTRICTS. RECOGNISED AS THE DISTRICT FOR THE HIGHEST RETURNS Dried Milk will pay 2/6 to 2/9 per lb. Butter-fat. Glaxo has paid and will pay 2/- to 2/3 per lb. Butter-fat. Cheese has paid and will pay 2/- to 2/- per lb. butter-fat. 929/155/3—100 ACRES, freehold, all in grass, watered by 3 windmills; 8-roomed house; 8-bail cowshed with concrete yards, also other sheds; closer to factories, schools, railway station, township 4 miles; school close by; telephone. Price £58 per acre, £1500 cash, balance 5 years at 6 per cent. REPORT: December cheque £140; January cheque £152. Winters and carries 55 cows, 4 horses, 1 bull. Shareholders have allowed this place to go back. 932/137/3—242 ACRES, situated in the Waitoa district, all in grass; well watered by windmills; 6-roomed house, bathrooms, washhouse, wash room, whare, motor shed, implement shed; 5-cow plant. Factory 10 minutes away, railway station, township, P.O. 3¼ miles; telephone; carrying 70 cows, 7 horses, 55 mixed calves. PRICE: £60 per acre, £1500 cash. REPORT: Returns for November £136 2s 5d (1/6 per lb); December, £301 18s 7d; January, £183 18s 2d (1/7 lb.). 931/138/3—117 ACRES, Waitoa district, freehold, all in grass; watered by windmills; 6-roomed house, washhouse, 4-bail cowshed, concrete floor, machinery, and other sheds. Factory, station, township and school and P.O. 1 mile, telephone. Carrying 60 cows. PRICE: £95 per acre, £1500 cash. REPORT: Cheque for December averaged over £3 per cow at 1/7 per lb. butter-fat. Situated in best possible position. 971/243/3—100 ACRES, situated in the Waitoa district, O.R.P. title; 88 acres grass, balance rough; 12 paddocks, watered by mills, concrete troughs; new up-to-date 8-roomed house with bathroom, scullery, washhouse, copper and tubs, man's room; 6-bail cowshed, engine room. At present carrying 30 cows, 3 horses, 1 bull, 5 heifers and 12 calves. Factory 1 mile, telephone 3 miles, railway station and township 5 miles; rural delivery; telephone. PRICE: £50 per acre, £1000 cash, balance 4 years at 5¾ per cent. REPORT: December cheque, £98; January cheque £98. H. H. DORR & Co Land and Commission Agents, TE AROHA. Cerstena For Breakfast: [751, 40, 910, 1518]
listing: 270 ACRES freehold, £70 per acre, £2000 down. Carry 100 cows and do them well (carried 140 head this year). Comprising two adjoining properties, with good buildings on both, water-power on both, milking machines on one. All flat land, well subdivided; water in every paddock.: [599, 1139, 746, 1210]
agent-name: J. E. HICKEY,: [329, 358, 400, 371]
ad-heading: THREE GOOD PROPOSITIONS.: [89, 685, 214, 695]
ad-heading: IDEAL FOR RETIRED FARMERS.: [65, 59, 238, 72]
ad-text: Tested timbers, modern ideas and skilled craftsmanship combine to ensure LOOKS THAT SO GENTLY and make driving a pleasure.: [28, 1480, 275, 1501]
columns: [18, 39, 1098, 2133]
listing: 50 ACRES, £78 per acre; £800 cash. Capacity, 25 cows and dry stock. Good house, cowshed and outhouses. Handy to good cheese factory. Rapidly rising in value. 4392: [914, 212, 1093, 252]
address-row: PAGE STREET (Near Commercial Hotel) STRATFORD.: [27, 1551, 276, 1561]
listing: FINE sheep property—800 acres, handy to Wanganui; owner will exchange for mixed farm, 200 acres, suitable for milking say 30 cows and running 400 to 500 sheep.: [291, 474, 439, 515]
listing: 5 ACRES, solid 6-roomed house, scullery, bathroom, wash-house; 3-bail cowshed, piggery, fowl run for 100 fowls; Alfa light; JUST OVER 2 MILES FROM POST OFFICE; town water can be laid on; will carry 3 cows. Price, £1750; cash required £750.: [27, 1003, 276, 1043]
signature-row: A. C. BELL, Land Salesman.: [23, 665, 280, 675]
listing: 85 ACRES, close to above, all level; 5-roomed house; concreted shed, milking plant, milk 35 cows. Price £52; cash, £800.: [914, 655, 1093, 685]
cerstena-ad: Cerstena For Breakfast: [175, 1576, 323, 1633]
listing: 106 ACRES freehold; all in grass and subdivided into convenient paddocks; almost dead level, rich sandy loam; excellent grass country with beach frontage; access by good metal motor road; 2½ miles to factory, school and post office; 7-roomed house; cowshed fitted with machines. Price, £63; good terms arranged.: [23, 220, 280, 271]
ad-text: Characterise every: [169, 1458, 234, 1468]
listing: 520 ACRES all in grass except 41 acres crops, half ploughable. Divided into 14 paddocks. This farm is at present carrying 1800 sheep and 100 cattle. House of 8 rooms, woolshed, sheep yards and all necessary outbuildings. Township 4 miles, easy distance from railway. Price £23 per acre, with £3000 cash. Balance arranged.: [23, 789, 280, 839]
borough-ad: [23, 984, 280, 1231]
ad-heading: BEACH FARMS ARE BEST AFTER ALL.: [605, 1004, 739, 1024]
cerstena-ad: Cerstena For Breakfast: [756, 725, 904, 782]
ad-heading: FOR EXCHANGE.: [318, 459, 411, 472]
treloar-ad: TO DAIRY FARMERS It is the desire of every Farmer to obtain the largest percentage of Butter-fat. He can make certain of doing so by installing THE TRELOAR MILKING MACHINE, which is the only ONE PIPE SYSTEM. The Vacuum Tank, and all iron pipes in the shed have been discarded. The result is that the TRELOAR is the most UP-TO-DATE AND SANITARY MACHINE IN EXISTENCE. Get the opinion of Mr. Salway, the noted Jersey breeder. His opinion and experience with the Treloar will be of great value to you. Before deciding upon the purchase of any machine, make a point of seeing the SANITARY TRELOAR at work at the New Plymouth and Hawera Winter Shows. R. J. TIDDY & CO., AGENTS, HAWERA.: [915, 332, 1093, 537]
column-1: [18, 40, 319, 1626]
listing: 929/155/3—100 ACRES, freehold, all in grass, watered by 3 windmills; 8-roomed house; 8-bail cowshed with concrete yards, also other sheds; closer to factories, schools, railway station, township 4 miles; school close by; telephone. Price £58 per acre, £1500 cash, balance 5 years at 6 per cent.: [756, 182, 904, 252]
ad-text: Dried Milk will pay 2/6 to 2/9 per lb. Butter-fat. Glaxo has paid and will pay 2/- to 2/3 per lb. Butter-fat. Cheese has paid and will pay 2/- to 2/- per lb. butter-fat.: [756, 139, 904, 179]
fixture-list: June 7—Dunedin J.C. Winter. June 12 and 14—Gisborne R.C. Steeplechase. June 14—Otago Hunt Steeplechase. June 20 and 21—Napier Park R.C. Winter. Aug. 12, 14 and 16—C.J.C. Grand National.: [449, 90, 589, 150]
agency-name: N.Z. LOAN AND MERCANTILE AGENCY: [42, 935, 261, 971]
article-heading: SOME 'CHASERS.: [635, 696, 709, 705]
article-heading: MASTER LUPIN—AN ALL ROUND PERFORMER.: [602, 40, 742, 57]
ad-text: REPAIRS, PAINTING AND UPHOLSTERY: [71, 1513, 232, 1523]
listing: 95 ACRES freehold, adjoining School and Factory. Good House and Cowshed and machines. Carry 45 cows. £30 per acre, £900 cash. (67): [914, 738, 1093, 768]
signature: L. W. CATCHPOLE, Land Representative.: [137, 924, 280, 934]
egmont-ad: [23, 1405, 280, 1566]
ad-heading: LAND NIBBLES:: [945, 719, 1063, 736]
listing: 48 ACRES, on main road; freehold; subdivided into 9 paddocks; all level and in good grasses; watered by permanent stream; buildings consist of good 6-roomed dwelling with all conveniences; cowshed, with 14 bails; water supplied to shed by ram. This farm is only 3 mile from good factory, and two chains from school; will carry 30 cows and other stock. Price, £50 per acre, with only £800 cash required down. If this interests you, ring us to arrange inspection.: [291, 839, 439, 960]
ad-heading: Style: [179, 1431, 224, 1457]
listing: 223 ACRES of very good dairy land. Large 8 room house (8 rooms); 30 bail cowshed, milking machines, separator, etc. Every convenience. Stock includes 40 picked dairy cows, 14 heifers, 1 bull, 6 horses. All necessary agricultural implements. Price, £35 per acre; £1400 cash. Balance arranged.: [291, 1427, 439, 1498]
article-text: Details of the race show that after Three, Te Ongo and Enripos led for a merry pace, and the slippery going had caused Slight of Hand, Art, Parsons and Kinkora to make mistakes, Cynic had enough steam left in him to struggle home in front in time that was very creditable, considering the state of the track. Hall and Sir Foxhound rode with a good deal of judgment and rounded the last turn a very slippery course, where they appeared to have been a different swing in the story, but sent in the luck of racing. As far as can be judged from the various contradictory accounts of the Great Northern Hurdle the race was run like this:—After Sir Fisher, Birkpin and Gatewick had declined their engagements, nine horses went to the post, the public meanwhile keeping Slight of Hand in first position for favouritism. Gatewick was placed at the eighth, on top of the strength of recent gallops, but Cynic got the jump and held a good position in the early stages.: [449, 1016, 589, 1268]
listing: 180 ACRES, splendid 80-cow milking farm; two houses, incomer, seven-room house, all conveniences, including hot and cold water service; motor shed, good milking shed and machines; close to school, factory and railway; metalled road to Hawera. Price £60; cash down, £1,500; balance 6 years at 5½ per cent. The first to inspect will buy.: [914, 540, 1093, 610]
listing: 150 ACRES freehold, near Eltham, 6-roomed house, good sheds, machines, 5 acres swedes, haystack, cows at valuation. Price £55 per acre, £1000 cash. Good value.: [291, 316, 439, 356]
listing: 197 ACRES, 3-roomed house, shed, etc., close to factory, school, and post; about half ploughable; well fenced; carry 40 cows and 250 sheep. Price only £13 10s per acre; £500 cash.: [291, 1151, 439, 1201]
ad-heading: SPLENDID BEACH FARMS.: [618, 1267, 726, 1277]
listing: 138 ACRES leasehold, at £85 per annum rental; nice level and undulating land, free of noxious weeds, well fenced and divided; carry 36 cows (beautiful herd); 10/18-month in-calf heifers, calves, 5 horses. Cheese factory returns, which are very good, may be seen. £15 per acre, easy terms to practical man, balance at 5% per cent. No. 2/104: [23, 492, 280, 542]
listing: 152 ACRES freehold sheep and cattle country, metalled road, sheep-proof fences, well subdivided; 3-roomed cottage and yards. Price, only £14 per acre, with about £700 down: [291, 263, 439, 314]
agent-name: J. SUTHERLAND,: [319, 1214, 410, 1226]
listing: 80 ACRES freehold, land of good quality, well fenced and divided; no weeds; new 8-roomed house, hot and cold water, machine shed; cheese factory and school handy; a good little farm. Factory returns for the past 6 years may be seen. We have inspected and can honestly recommend. Price £45 per acre. Easy terms to bona fide purchaser. No. 1/91: [23, 439, 280, 490]
listing: 65 ACRES, Ohaiawa-Kapuni district; all first-class country; 1 acre fern, 2 acres swedes, 3 stacks hay; will carry 35 cows with cropping; all ploughable and well-watered; good house of 5 rooms, man's whare, wash-house, copper and tubs, new cowshed; 2 mile to 3 factories. Price £80 per acre; terms £750 cash. Finance arranged for stock. Grant and Campbell (Op. P.O.), Hawera. 1021: [914, 1674, 1093, 1755]
article-text: Jack's the Lad, Volcanic and others in Sydney and Melbourne, is a West Coast judge. Anyone heard of the V.R.C. or A.J.C. finding billets of the sort for superannuated riders of good character and standing?: [599, 59, 746, 119]
article-text: The Wanganui Steeplechase saw the defeat of an old favorite, Master Straven, and the Great Northern Steeplechase was responsible for the downfall of an equally popular 'chaser, Wolmai, in both instances the champion of two seasons only gave way after sterling battles with more lightly weighted rivals, and while defeat is inevitable, it in no way detracts from the splendid performances they gave. In fact both horses were beaten at the finish on their merits by horses that were in receipt of a great deal of weight.: [599, 121, 746, 253]
listing: 125 ACRES freehold, close to Eltham. House and necessary outbuildings. Will carry 60 cows. £50 per acre, with £600 cash. (12): [914, 770, 1093, 801]
